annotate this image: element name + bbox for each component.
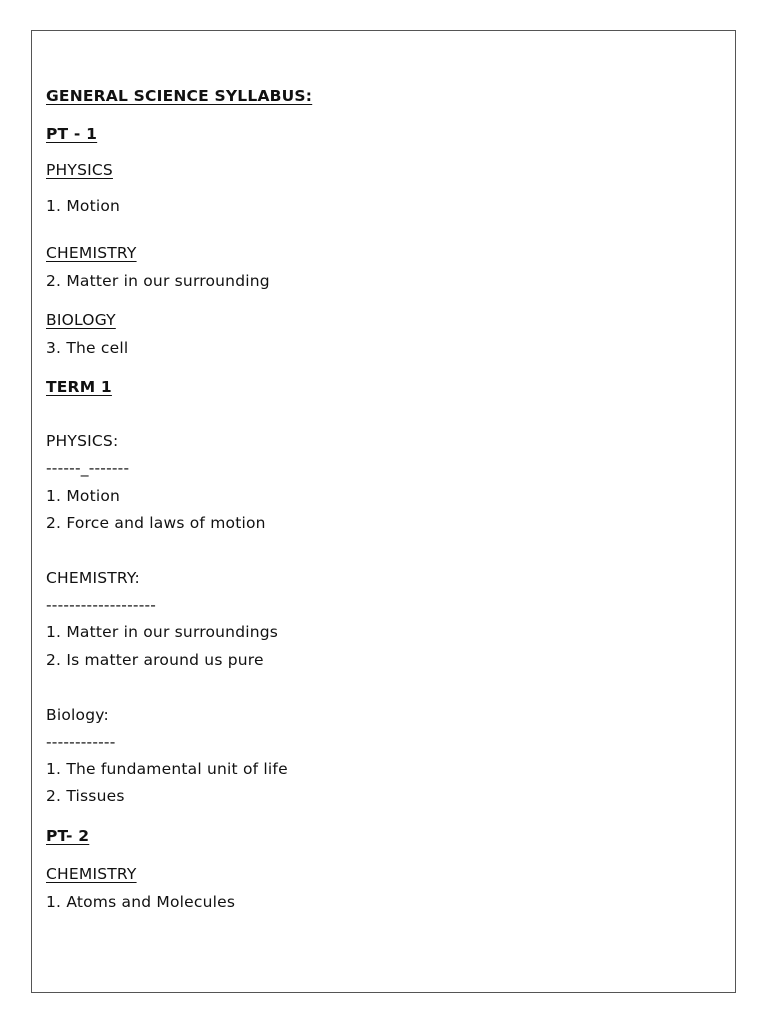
pt1-physics-item: 1. Motion xyxy=(46,197,121,215)
pt2-chemistry-heading: CHEMISTRY xyxy=(46,865,137,883)
pt1-heading: PT - 1 xyxy=(46,125,98,143)
pt1-chemistry-item: 2. Matter in our surrounding xyxy=(46,272,270,290)
pt2-heading: PT- 2 xyxy=(46,827,90,845)
term1-chemistry-item: 2. Is matter around us pure xyxy=(46,651,264,669)
term1-biology-rule: ------------ xyxy=(46,733,116,751)
term1-chemistry-item: 1. Matter in our surroundings xyxy=(46,623,279,641)
term1-physics-item: 1. Motion xyxy=(46,487,121,505)
pt1-biology-item: 3. The cell xyxy=(46,339,129,357)
page-border xyxy=(31,30,736,993)
pt1-physics-heading: PHYSICS xyxy=(46,161,113,179)
term1-chemistry-heading: CHEMISTRY: xyxy=(46,569,140,587)
term1-chemistry-rule: ------------------- xyxy=(46,596,157,614)
pt1-biology-heading: BIOLOGY xyxy=(46,311,116,329)
pt2-chemistry-item: 1. Atoms and Molecules xyxy=(46,893,236,911)
term1-physics-heading: PHYSICS: xyxy=(46,432,119,450)
term1-physics-rule: ------_------- xyxy=(46,459,130,477)
document-title: GENERAL SCIENCE SYLLABUS: xyxy=(46,87,313,105)
term1-physics-item: 2. Force and laws of motion xyxy=(46,514,266,532)
pt1-chemistry-heading: CHEMISTRY xyxy=(46,244,137,262)
term1-biology-item: 1. The fundamental unit of life xyxy=(46,760,288,778)
term1-biology-item: 2. Tissues xyxy=(46,787,125,805)
term1-heading: TERM 1 xyxy=(46,378,112,396)
term1-biology-heading: Biology: xyxy=(46,706,109,724)
